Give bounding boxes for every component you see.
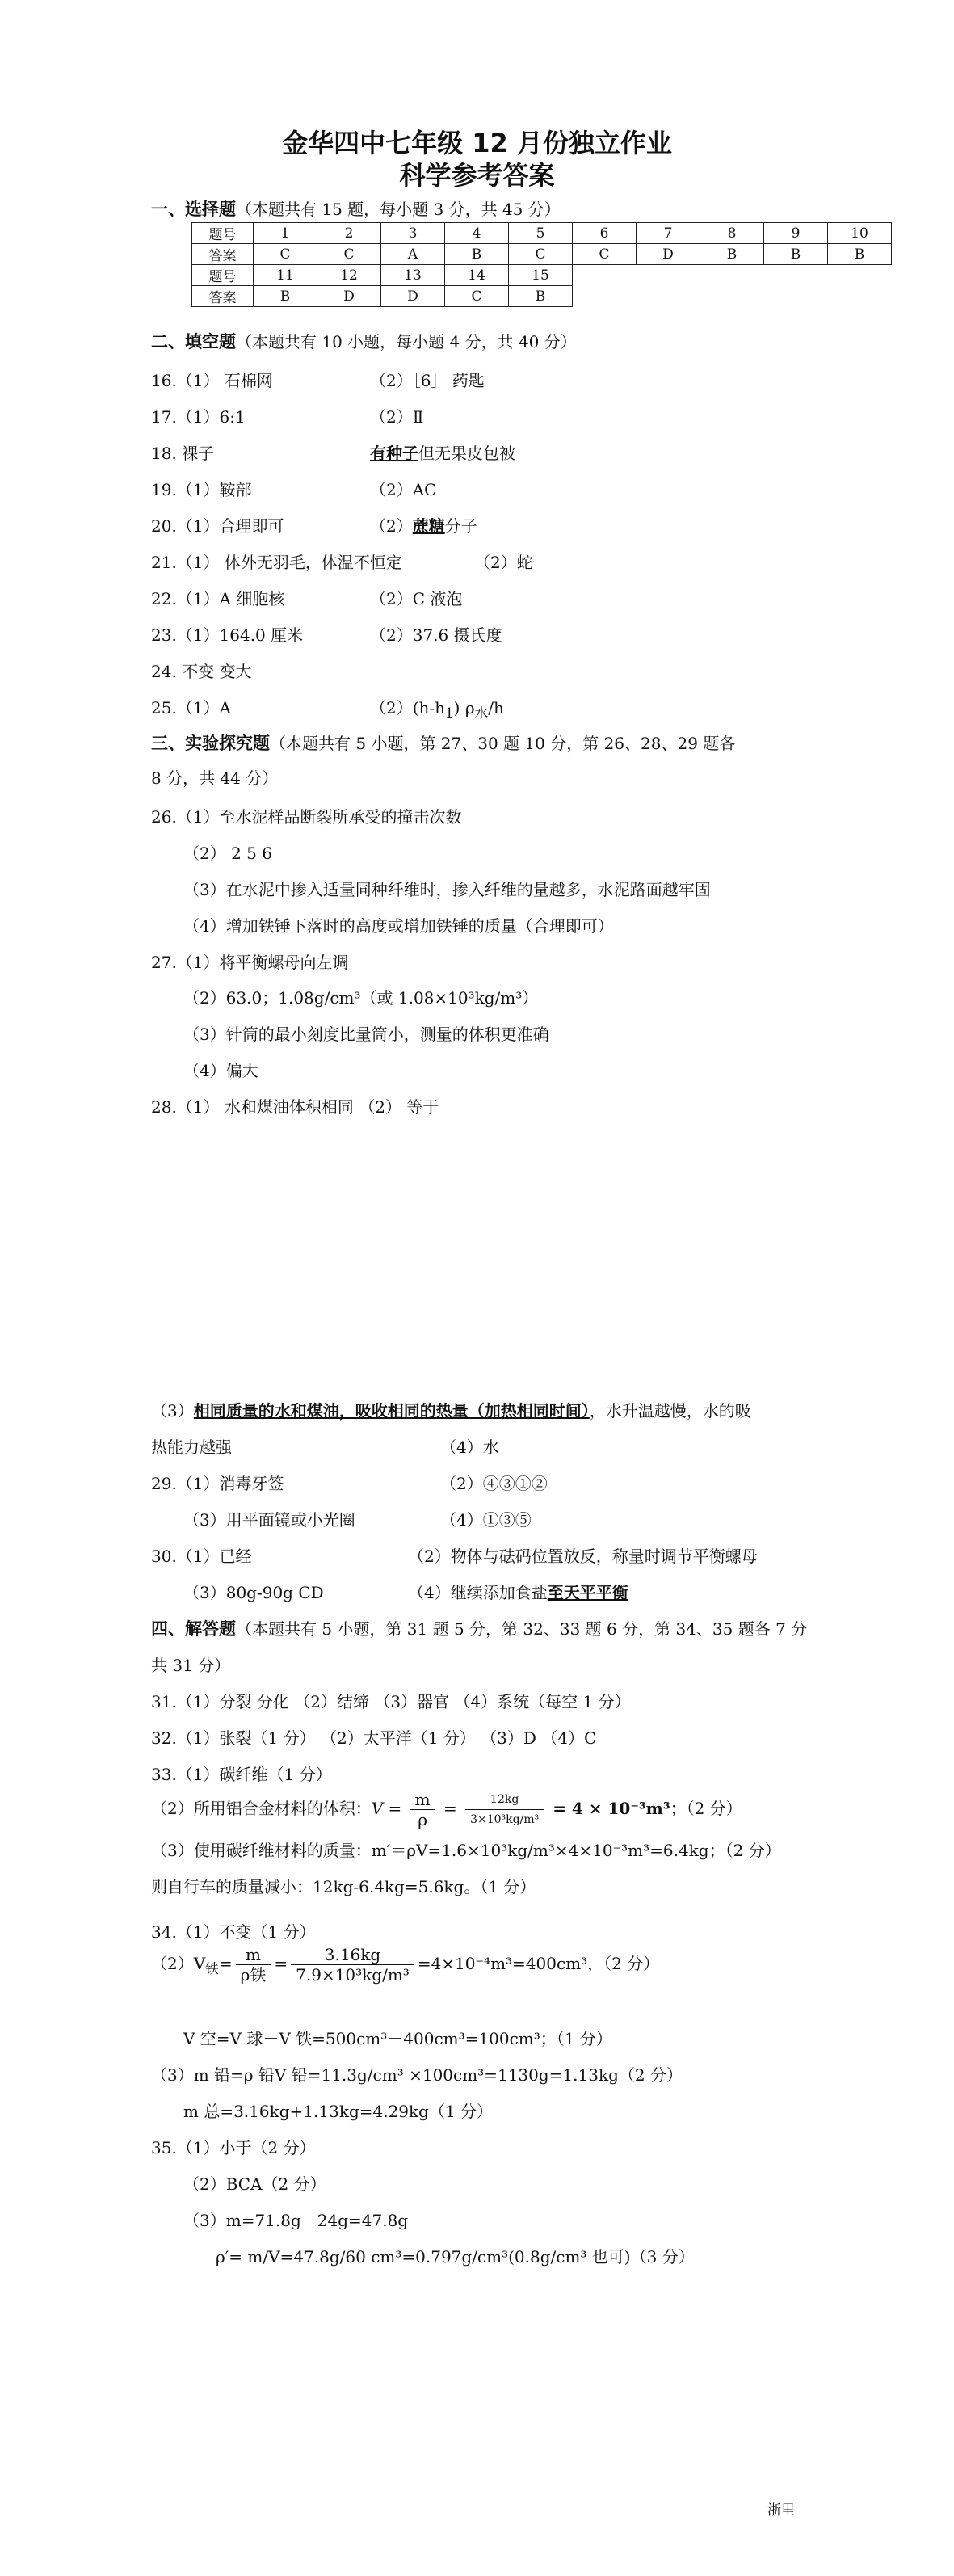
q34-1: 34.（1）不变（1 分） — [151, 1922, 316, 1942]
answer-table — [191, 222, 892, 307]
q34-frac-den: ρ铁 — [240, 1965, 267, 1985]
q18-part1: 18. 裸子 — [151, 444, 215, 463]
q33-4: 则自行车的质量减小：12kg-6.4kg=5.6kg。（1 分） — [151, 1877, 536, 1896]
q25-text: （2）(h-h — [370, 698, 446, 718]
table-cell: 13 — [381, 265, 445, 286]
table-row — [192, 244, 892, 265]
q25-text3: /h — [488, 698, 504, 718]
q28-3-prefix: （3） — [151, 1401, 194, 1421]
table-cell: C — [509, 244, 573, 265]
row-label: 题号 — [192, 223, 254, 244]
q28-1: 28.（1） 水和煤油体积相同 （2） 等于 — [151, 1097, 439, 1117]
q30-4 — [408, 1582, 628, 1603]
q25-sub: 1 — [445, 705, 454, 721]
q31: 31.（1）分裂 分化 （2）结缔 （3）器官 （4）系统（每空 1 分） — [151, 1692, 631, 1711]
section-1-note: （本题共有 15 题，每小题 3 分，共 45 分） — [236, 200, 561, 219]
section-2-note: （本题共有 10 小题，每小题 4 分，共 40 分） — [236, 332, 577, 351]
q30-3: （3）80g-90g CD — [183, 1583, 324, 1602]
q30-4-text: （4）继续添加食盐 — [408, 1583, 548, 1602]
q35-2: （2）BCA（2 分） — [183, 2174, 326, 2194]
q34-frac2-den: 7.9×10³kg/m³ — [296, 1965, 410, 1985]
q29-4: （4）①③⑤ — [440, 1510, 532, 1530]
q17-part1: 17.（1）6:1 — [151, 407, 246, 427]
table-cell: B — [764, 244, 828, 265]
q18-emph: 有种子 — [370, 444, 418, 463]
q34-fraction — [236, 1945, 271, 1985]
q18-part2 — [370, 443, 515, 464]
table-cell: 11 — [254, 265, 317, 286]
q25-part1: 25.（1）A — [151, 698, 231, 718]
q23-part1: 23.（1）164.0 厘米 — [151, 625, 304, 645]
section-3-title: 三、实验探究题 — [151, 734, 270, 753]
q35-1: 35.（1）小于（2 分） — [151, 2138, 316, 2157]
q33-points: ；（2 分） — [670, 1799, 742, 1818]
q18-rest: 但无果皮包被 — [418, 444, 515, 463]
q34-frac-num: m — [236, 1945, 271, 1965]
q29-1: 29.（1）消毒牙签 — [151, 1474, 284, 1493]
q28-4: （4）水 — [440, 1437, 499, 1457]
table-cell: 4 — [445, 223, 509, 244]
q35-4: ρ′= m/V=47.8g/60 cm³=0.797g/cm³(0.8g/cm³ 也可)（3 分） — [216, 2247, 695, 2267]
q20-emph: 蔗糖 — [412, 516, 445, 536]
q32: 32.（1）张裂（1 分） （2）太平洋（1 分） （3）D （4）C — [151, 1728, 597, 1748]
q34-2 — [151, 1939, 659, 1993]
table-cell: C — [317, 244, 381, 265]
row-label: 答案 — [192, 244, 254, 265]
q34-result: =4×10⁻⁴m³=400cm³，（2 分） — [417, 1954, 660, 1973]
q34-4: （3）m 铅=ρ 铅V 铅=11.3g/cm³ ×100cm³=1130g=1.13kg（2 分） — [151, 2065, 683, 2085]
q25-text2: ) ρ — [453, 698, 475, 718]
section-4-heading — [151, 1618, 807, 1639]
q21-part1: 21.（1） 体外无羽毛，体温不恒定 — [151, 553, 402, 572]
section-4-note: （本题共有 5 小题，第 31 题 5 分，第 32、33 题 6 分，第 34、35 题各 7 分 — [236, 1619, 808, 1639]
q33-fraction2 — [465, 1790, 544, 1829]
section-4-note2: 共 31 分） — [151, 1656, 231, 1675]
section-4-title: 四、解答题 — [151, 1619, 236, 1639]
section-3-note: （本题共有 5 小题，第 27、30 题 10 分，第 26、28、29 题各 — [270, 734, 736, 753]
q22-part1: 22.（1）A 细胞核 — [151, 589, 285, 608]
doc-title: 金华四中七年级 12 月份独立作业 — [282, 128, 672, 158]
doc-subtitle: 科学参考答案 — [399, 160, 555, 191]
section-3-heading — [151, 733, 735, 754]
q33-2-v: V = — [371, 1799, 407, 1818]
table-cell: D — [381, 286, 445, 307]
q20-part2 — [370, 516, 477, 537]
section-1-heading — [151, 199, 561, 220]
q34-eq: = — [218, 1954, 233, 1973]
table-cell: D — [317, 286, 381, 307]
section-2-title: 二、填空题 — [151, 332, 236, 351]
q26-3: （3）在水泥中掺入适量同种纤维时，掺入纤维的量越多，水泥路面越牢固 — [183, 880, 711, 899]
table-cell: 9 — [764, 223, 828, 244]
q28-3-rest: ，水升温越慢，水的吸 — [589, 1401, 751, 1421]
q34-5: m 总=3.16kg+1.13kg=4.29kg（1 分） — [183, 2102, 494, 2121]
q28-3-emph: 相同质量的水和煤油，吸收相同的热量（加热相同时间） — [193, 1401, 590, 1421]
q33-fraction — [410, 1790, 435, 1829]
table-cell: 12 — [317, 265, 381, 286]
q34-eq2: = — [274, 1954, 288, 1973]
row-label: 答案 — [192, 286, 254, 307]
q19-part1: 19.（1）鞍部 — [151, 480, 252, 499]
q34-2-label: （2）V — [151, 1954, 206, 1973]
section-3-note2: 8 分，共 44 分） — [151, 768, 279, 788]
table-row — [192, 223, 892, 244]
q30-2: （2）物体与砝码位置放反，称量时调节平衡螺母 — [408, 1547, 758, 1566]
q30-4-emph: 至天平平衡 — [547, 1583, 628, 1602]
table-cell: 6 — [573, 223, 637, 244]
table-cell: 8 — [700, 223, 764, 244]
table-cell: D — [637, 244, 700, 265]
table-cell: B — [828, 244, 892, 265]
q25-part2 — [370, 697, 504, 724]
q20-part1: 20.（1）合理即可 — [151, 516, 284, 536]
q19-part2: （2）AC — [370, 480, 437, 499]
q33-3: （3）使用碳纤维材料的质量：m′＝ρV=1.6×10³kg/m³×4×10⁻³m³=6.4kg；（2 分） — [151, 1841, 781, 1860]
q29-2: （2）④③①② — [440, 1474, 548, 1493]
table-cell: 3 — [381, 223, 445, 244]
q35-3: （3）m=71.8g－24g=47.8g — [183, 2211, 409, 2230]
q33-frac-den: ρ — [418, 1810, 428, 1829]
footer-watermark: 浙里 — [767, 2502, 795, 2519]
table-cell: B — [700, 244, 764, 265]
q33-eq: = — [438, 1799, 463, 1818]
q24: 24. 不变 变大 — [151, 662, 252, 681]
q27-3: （3）针筒的最小刻度比量筒小，测量的体积更准确 — [183, 1025, 549, 1044]
table-cell: B — [254, 286, 317, 307]
q20-prefix: （2） — [370, 516, 413, 536]
q34-frac2-num: 3.16kg — [291, 1945, 414, 1965]
table-cell: A — [381, 244, 445, 265]
q16-part2: （2）［6］ 药匙 — [370, 371, 485, 390]
table-cell: C — [445, 286, 509, 307]
q34-3: V 空=V 球－V 铁=500cm³－400cm³=100cm³；（1 分） — [183, 2029, 612, 2048]
table-cell: 2 — [317, 223, 381, 244]
q27-2: （2）63.0；1.08g/cm³（或 1.08×10³kg/m³） — [183, 988, 539, 1008]
q27-4: （4）偏大 — [183, 1061, 258, 1080]
table-cell: 7 — [637, 223, 700, 244]
table-cell: 14 — [445, 265, 509, 286]
table-cell: 10 — [828, 223, 892, 244]
table-cell: 5 — [509, 223, 573, 244]
q26-4: （4）增加铁锤下落时的高度或增加铁锤的质量（合理即可） — [183, 916, 614, 936]
q34-2-sub: 铁 — [205, 1961, 219, 1976]
q28-3 — [151, 1400, 751, 1421]
table-cell: C — [573, 244, 637, 265]
q34-fraction2 — [291, 1945, 414, 1985]
q27-1: 27.（1）将平衡螺母向左调 — [151, 953, 349, 972]
table-row — [192, 286, 892, 307]
q28-3-cont: 热能力越强 — [151, 1437, 232, 1457]
table-cell: B — [445, 244, 509, 265]
table-cell: B — [509, 286, 573, 307]
q33-2 — [151, 1788, 742, 1829]
q33-1: 33.（1）碳纤维（1 分） — [151, 1765, 332, 1784]
q26-2: （2） 2 5 6 — [183, 844, 272, 863]
q33-frac-num: m — [410, 1790, 435, 1810]
section-1-title: 一、选择题 — [151, 200, 236, 219]
section-2-heading — [151, 331, 577, 352]
q20-rest: 分子 — [444, 516, 477, 536]
table-cell: 1 — [254, 223, 317, 244]
q30-1: 30.（1）已经 — [151, 1547, 252, 1566]
q23-part2: （2）37.6 摄氏度 — [370, 625, 502, 645]
q21-part2: （2）蛇 — [474, 553, 533, 572]
q22-part2: （2）C 液泡 — [370, 589, 463, 608]
q33-2-label: （2）所用铝合金材料的体积： — [151, 1799, 372, 1818]
row-label: 题号 — [192, 265, 254, 286]
q25-sub2: 水 — [474, 705, 489, 721]
q26-1: 26.（1）至水泥样品断裂所承受的撞击次数 — [151, 807, 462, 827]
table-cell: C — [254, 244, 317, 265]
q16-part1: 16.（1） 石棉网 — [151, 371, 273, 390]
q33-frac2-den: 3×10³kg/m³ — [470, 1813, 540, 1826]
table-cell: 15 — [509, 265, 573, 286]
q33-frac2-num: 12kg — [465, 1790, 544, 1810]
q17-part2: （2）Ⅱ — [370, 407, 424, 427]
q29-3: （3）用平面镜或小光圈 — [183, 1510, 355, 1530]
q33-result: = 4 × 10⁻³m³ — [547, 1799, 670, 1818]
table-row — [192, 265, 892, 286]
